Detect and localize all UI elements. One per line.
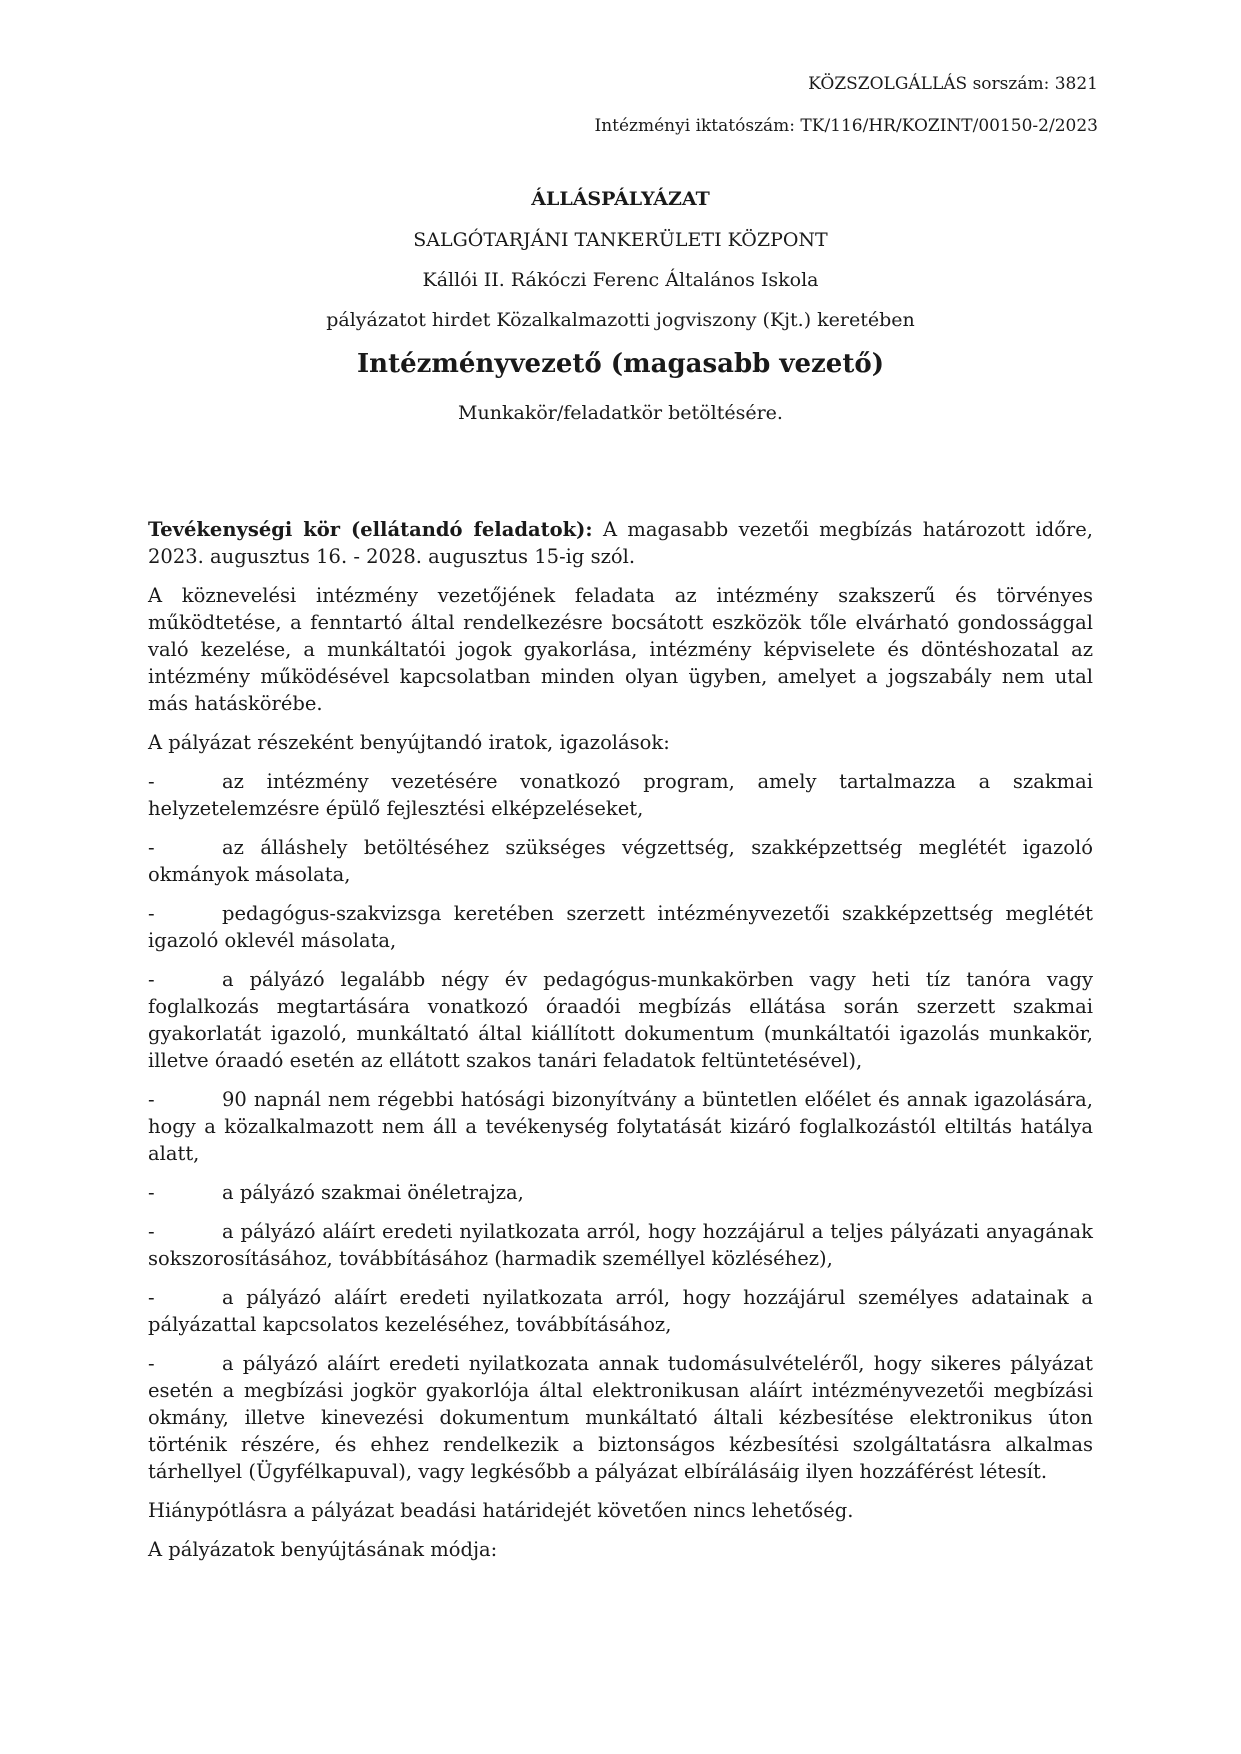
scope-label: Tevékenységi kör (ellátandó feladatok):: [148, 518, 593, 541]
list-item-text: 90 napnál nem régebbi hatósági bizonyítvány a büntetlen előélet és annak igazolására, hogy a közalkalmazott nem áll a tevékenység folytatását kizáró foglalkozástól eltiltás hatálya alatt,: [148, 1088, 1093, 1165]
school-name: Kállói II. Rákóczi Ferenc Általános Iskola: [422, 269, 819, 291]
list-item-text: a pályázó aláírt eredeti nyilatkozata arról, hogy hozzájárul személyes adatainak a pályázattal kapcsolatos kezeléséhez, továbbításához,: [148, 1286, 1093, 1336]
list-dash: -: [148, 1220, 155, 1243]
duties-paragraph: A köznevelési intézmény vezetőjének feladata az intézmény szakszerű és törvényes működtetése, a fenntartó által rendelkezésre bocsátott eszközök tőle elvárható gondossággal való kezelése, a munkáltatói jogok gyakorlása, intézmény képviselete és döntéshozatal az intézmény működésével kapcsolatban minden olyan ügyben, amelyet a jogszabály nem utal más hatáskörébe.: [148, 584, 1093, 715]
registration-number: Intézményi iktatószám: TK/116/HR/KOZINT/00150-2/2023: [594, 116, 1098, 136]
documents-intro: A pályázat részeként benyújtandó iratok, igazolások:: [148, 731, 670, 754]
document-list-item: [148, 1284, 1093, 1338]
document-list-item: [148, 966, 1093, 1074]
list-item-text: a pályázó legalább négy év pedagógus-munkakörben vagy heti tíz tanóra vagy foglalkozás megtartására vonatkozó óraadói megbízás ellátása során szerzett szakmai gyakorlatát igazoló, munkáltató által kiállított dokumentum (munkáltatói igazolás munkakör, illetve óraadó esetén az ellátott szakos tanári feladatok feltüntetésével),: [148, 968, 1093, 1072]
list-item-text: az álláshely betöltéséhez szükséges végzettség, szakképzettség meglétét igazoló okmányok másolata,: [148, 836, 1093, 886]
document-title: ÁLLÁSPÁLYÁZAT: [531, 188, 710, 210]
list-dash: -: [148, 1088, 155, 1111]
document-list-item: [148, 834, 1093, 888]
document-body: [148, 516, 1093, 1575]
announcement-line: pályázatot hirdet Közalkalmazotti jogviszony (Kjt.) keretében: [326, 309, 915, 331]
list-dash: -: [148, 968, 155, 991]
list-item-text: a pályázó szakmai önéletrajza,: [222, 1181, 524, 1204]
list-item-text: az intézmény vezetésére vonatkozó program, amely tartalmazza a szakmai helyzetelemzésre épülő fejlesztési elképzeléseket,: [148, 770, 1093, 820]
list-item-text: a pályázó aláírt eredeti nyilatkozata annak tudomásulvételéről, hogy sikeres pályázat esetén a megbízási jogkör gyakorlója által elektronikusan aláírt intézményvezetői megbízási okmány, illetve kinevezési dokumentum munkáltató általi kézbesítése elektronikus úton történik részére, és ehhez rendelkezik a biztonságos kézbesítési szolgáltatásra alkalmas tárhellyel (Ügyfélkapuval), vagy legkésőbb a pályázat elbírálásáig ilyen hozzáférést létesít.: [148, 1352, 1093, 1483]
document-list-item: [148, 1350, 1093, 1485]
organization-name: SALGÓTARJÁNI TANKERÜLETI KÖZPONT: [413, 229, 828, 251]
document-list-item: [148, 768, 1093, 822]
list-dash: -: [148, 836, 155, 859]
list-dash: -: [148, 1181, 155, 1204]
list-dash: -: [148, 902, 155, 925]
list-item-text: pedagógus-szakvizsga keretében szerzett intézményvezetői szakképzettség meglétét igazoló oklevél másolata,: [148, 902, 1093, 952]
no-supplement-note: Hiánypótlásra a pályázat beadási határidejét követően nincs lehetőség.: [148, 1499, 854, 1522]
scope-text: A magasabb vezetői megbízás határozott időre, 2023. augusztus 16. - 2028. augusztus 15-ig szól.: [148, 518, 1093, 568]
list-dash: -: [148, 1286, 155, 1309]
list-dash: -: [148, 770, 155, 793]
list-item-text: a pályázó aláírt eredeti nyilatkozata arról, hogy hozzájárul a teljes pályázati anyagának sokszorosításához, továbbításához (harmadik személlyel közléséhez),: [148, 1220, 1093, 1270]
list-dash: -: [148, 1352, 155, 1375]
document-list-item: [148, 1218, 1093, 1272]
scope-paragraph: [148, 516, 1093, 570]
document-list-item: [148, 1086, 1093, 1167]
submission-intro: A pályázatok benyújtásának módja:: [148, 1538, 498, 1561]
document-list-item: [148, 1179, 1093, 1206]
document-list-item: [148, 900, 1093, 954]
serial-number: KÖZSZOLGÁLLÁS sorszám: 3821: [808, 74, 1098, 94]
position-title: Intézményvezető (magasabb vezető): [357, 349, 884, 379]
purpose-line: Munkakör/feladatkör betöltésére.: [458, 402, 783, 424]
